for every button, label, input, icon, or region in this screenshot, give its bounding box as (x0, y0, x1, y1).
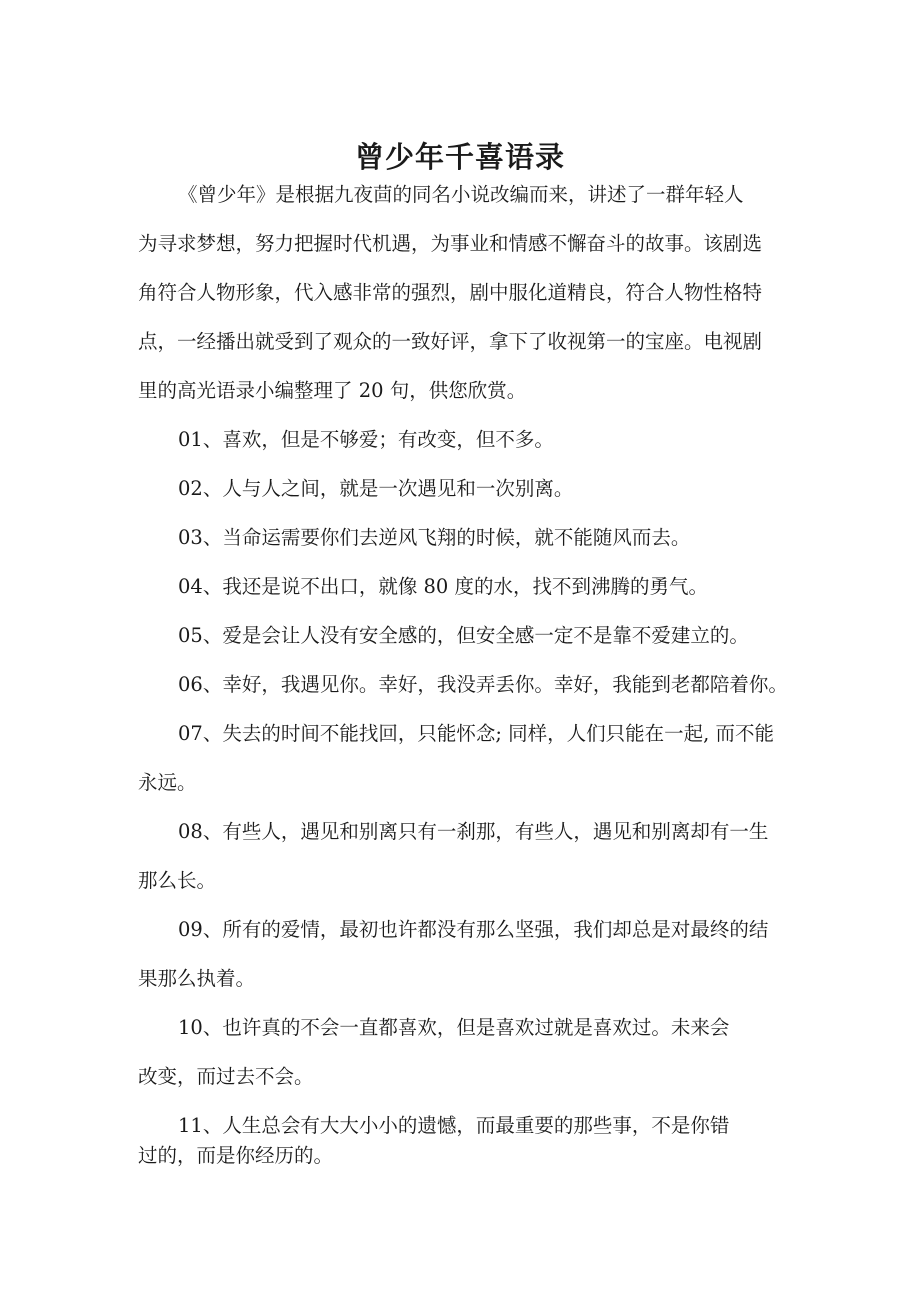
quote-item-06 (138, 660, 798, 709)
quote-text-continued: 改变，而过去不会。 (138, 1065, 314, 1088)
quote-item-02 (138, 464, 798, 513)
quote-item-07 (138, 709, 798, 807)
quote-text: 04、我还是说不出口，就像 80 度的水，找不到沸腾的勇气。 (178, 575, 709, 598)
quote-text: 05、爱是会让人没有安全感的，但安全感一定不是靠不爱建立的。 (178, 624, 749, 647)
intro-line: 里的高光语录小编整理了 20 句，供您欣赏。 (138, 379, 527, 402)
intro-line: 《曾少年》是根据九夜茴的同名小说改编而来，讲述了一群年轻人 (178, 183, 744, 206)
document-body (138, 170, 798, 1171)
quote-item-08 (138, 807, 798, 905)
quote-text: 08、有些人，遇见和别离只有一刹那，有些人，遇见和别离却有一生 (178, 820, 769, 843)
quote-text: 10、也许真的不会一直都喜欢，但是喜欢过就是喜欢过。未来会 (178, 1016, 730, 1039)
quote-item-03 (138, 513, 798, 562)
quote-text-continued: 过的，而是你经历的。 (138, 1144, 334, 1167)
quote-text: 06、幸好，我遇见你。幸好，我没弄丢你。幸好，我能到老都陪着你。 (178, 673, 788, 696)
intro-line: 角符合人物形象，代入感非常的强烈，剧中服化道精良，符合人物性格特 (138, 281, 763, 304)
quote-item-10 (138, 1003, 798, 1101)
quote-text: 01、喜欢，但是不够爱；有改变，但不多。 (178, 428, 554, 451)
quote-item-11 (138, 1111, 798, 1171)
quote-item-09 (138, 905, 798, 1003)
quote-text-continued: 永远。 (138, 771, 197, 794)
quote-item-04 (138, 562, 798, 611)
document-title: 曾少年千喜语录 (354, 140, 565, 175)
quote-text: 07、失去的时间不能找回，只能怀念; 同样，人们只能在一起, 而不能 (178, 722, 774, 745)
quote-item-05 (138, 611, 798, 660)
quote-item-01 (138, 415, 798, 464)
quote-text: 11、人生总会有大大小小的遗憾，而最重要的那些事，不是你错 (178, 1114, 730, 1137)
quote-text: 02、人与人之间，就是一次遇见和一次别离。 (178, 477, 574, 500)
quote-text-continued: 果那么执着。 (138, 967, 256, 990)
quote-text: 03、当命运需要你们去逆风飞翔的时候，就不能随风而去。 (178, 526, 691, 549)
intro-line: 点，一经播出就受到了观众的一致好评，拿下了收视第一的宝座。电视剧 (138, 330, 763, 353)
intro-paragraph (138, 170, 798, 415)
quote-text: 09、所有的爱情，最初也许都没有那么坚强，我们却总是对最终的结 (178, 918, 769, 941)
quote-text-continued: 那么长。 (138, 869, 217, 892)
intro-line: 为寻求梦想，努力把握时代机遇，为事业和情感不懈奋斗的故事。该剧选 (138, 232, 763, 255)
